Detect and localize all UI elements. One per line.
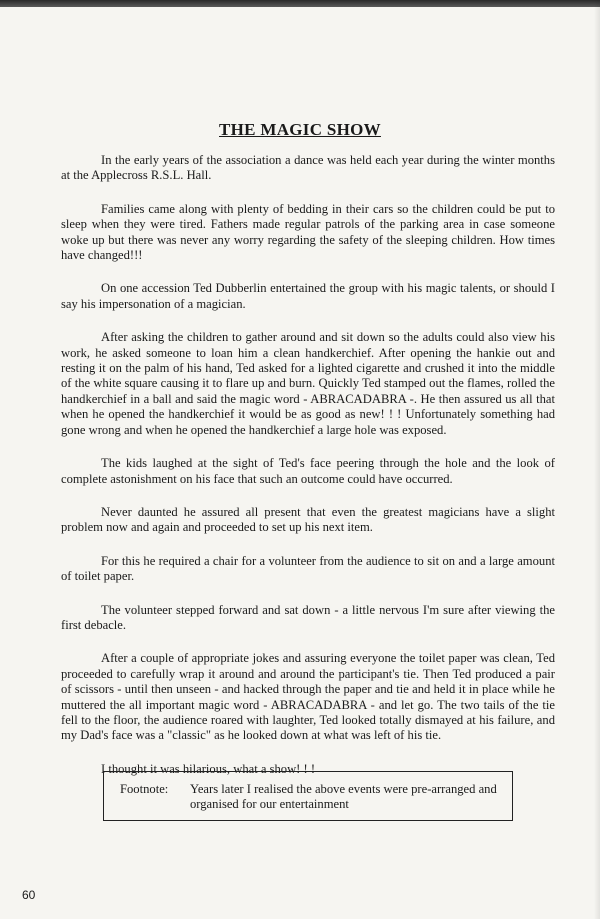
paragraph: The kids laughed at the sight of Ted's face peering through the hole and the look of complete astonishment on his face that such an outcome could have occurred. (61, 456, 555, 486)
footnote-box (103, 771, 513, 821)
article-body (61, 153, 555, 795)
paragraph: Never daunted he assured all present that even the greatest magicians have a slight problem now and again and proceeded to set up his next item. (61, 504, 555, 535)
paragraph: The volunteer stepped forward and sat down - a little nervous I'm sure after viewing the first debacle. (61, 602, 555, 632)
footnote-label: Footnote: (120, 782, 169, 796)
paragraph: In the early years of the association a dance was held each year during the winter months at the Applecross R.S.L. Hall. (61, 153, 555, 183)
page-number: 60 (22, 888, 36, 902)
paragraph: After a couple of appropriate jokes and assuring everyone the toilet paper was clean, Ted proceeded to carefully wrap it around and around the participant's tie. Then Ted produced a pair of scissors - until then unseen - and hacked through the paper and tie and held it in place while he muttered the all important magic word - ABRACADABRA - and let go. The two tails of the tie fell to the floor, the audience roared with laughter, Ted looked totally dismayed at his failure, and my Dad's face was a "classic" as he looked down at what was left of his tie. (61, 651, 555, 743)
paragraph: Families came along with plenty of bedding in their cars so the children could be put to sleep when they were tired. Fathers made regular patrols of the parking area in case someone woke up but there was never any worry regarding the safety of the sleeping children. How times have changed!!! (61, 201, 555, 263)
paragraph: After asking the children to gather around and sit down so the adults could also view his work, he asked someone to loan him a clean handkerchief. After opening the hankie out and resting it on the palm of his hand, Ted asked for a lighted cigarette and crushed it into the middle of the white square causing it to flare up and burn. Quickly Ted stamped out the flames, rolled the handkerchief in a ball and said the magic word - ABRACADABRA -. He then assured us all that when he opened the handkerchief it would be as good as new! ! ! Unfortunately something had gone wrong and when he opened the handkerchief a large hole was exposed. (61, 330, 555, 437)
paragraph: For this he required a chair for a volunteer from the audience to sit on and a large amount of toilet paper. (61, 553, 555, 584)
paragraph: I thought it was hilarious, what a show! ! ! (101, 761, 316, 776)
page-title: THE MAGIC SHOW (219, 120, 381, 139)
paragraph: On one accession Ted Dubberlin entertained the group with his magic talents, or should I say his impersonation of a magician. (61, 281, 555, 311)
footnote-text: Years later I realised the above events were pre-arranged and organised for our entertainment (190, 782, 497, 812)
page-top-edge (0, 0, 600, 7)
